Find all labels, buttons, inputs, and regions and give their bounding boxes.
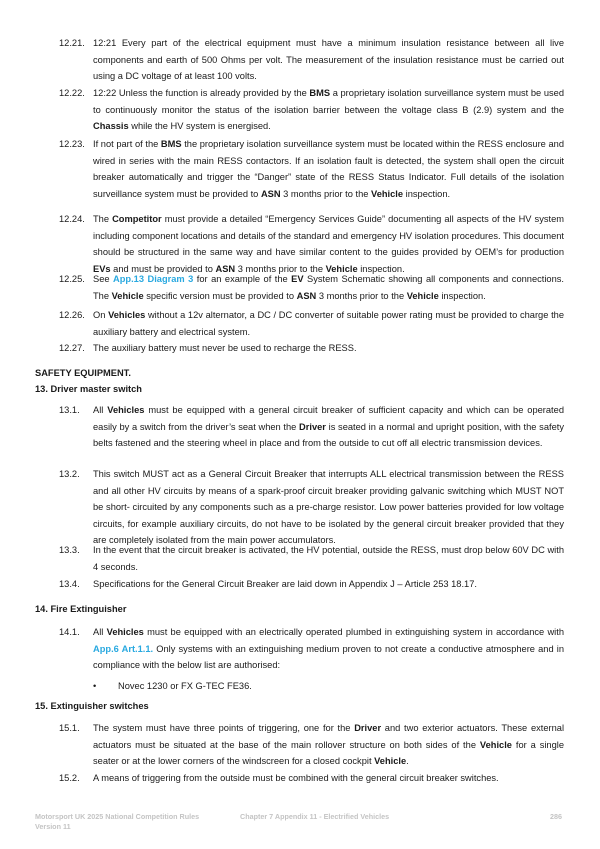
clause-12-24 <box>59 211 564 277</box>
clause-number: 12.27. <box>59 343 85 353</box>
clause-13-4 <box>59 576 564 593</box>
clause-12-23 <box>59 136 564 202</box>
clause-number: 12.21. <box>59 38 85 48</box>
clause-text: On Vehicles without a 12v alternator, a DC / DC converter of suitable power rating must be provided to charge the auxiliary battery and electrical system. <box>93 310 564 337</box>
clause-12-21 <box>59 35 564 85</box>
section-heading: SAFETY EQUIPMENT. <box>35 368 131 378</box>
clause-number: 13.1. <box>59 405 80 415</box>
page-number: 286 <box>550 812 562 821</box>
clause-text: Specifications for the General Circuit Breaker are laid down in Appendix J – Article 253 18.17. <box>93 579 477 589</box>
clause-text: All Vehicles must be equipped with an electrically operated plumbed in extinguishing system in accordance with App.6 Art.1.1. Only systems with an extinguishing medium proven to not create a conductive atmosphere and in compliance with the below list are authorised: <box>93 627 564 670</box>
clause-text: 12:22 Unless the function is already provided by the BMS a proprietary isolation surveillance system must be used to continuously monitor the status of the isolation barrier between the voltage class B (2.9) system and the Chassis while the HV system is energised. <box>93 88 565 131</box>
clause-number: 14.1. <box>59 627 80 637</box>
clause-text: The Competitor must provide a detailed “Emergency Services Guide” documenting all aspects of the HV system including component locations and details of the standard and emergency HV isolation procedures. This document should be structured in the same way and have similar content to the guides provided by OEM’s for production EVs and must be provided to ASN 3 months prior to the Vehicle inspection. <box>93 214 564 274</box>
bullet-glyph: • <box>93 681 97 691</box>
bullet-item <box>93 678 252 695</box>
clause-12-27 <box>59 340 564 357</box>
clause-13-1 <box>59 402 564 452</box>
clause-text: The system must have three points of triggering, one for the Driver and two exterior actuators. These external actuators must be situated at the base of the main rollover structure on both sides of the Vehicle for a single seater or at the lower corners of the windscreen for a closed cockpit Vehicle. <box>93 723 565 766</box>
clause-12-26 <box>59 307 564 340</box>
clause-12-22 <box>59 85 564 135</box>
clause-number: 12.23. <box>59 139 85 149</box>
clause-number: 13.2. <box>59 469 80 479</box>
clause-text: All Vehicles must be equipped with a general circuit breaker of sufficient capacity and which can be operated easily by a switch from the driver’s seat when the Driver is seated in a normal and upright position, with the safety belts fastened and the steering wheel in place and from the outside to cut off all electric transmission devices. <box>93 405 564 448</box>
clause-number: 12.24. <box>59 214 85 224</box>
heading-15: 15. Extinguisher switches <box>35 701 149 711</box>
clause-text: The auxiliary battery must never be used to recharge the RESS. <box>93 343 357 353</box>
clause-14-1 <box>59 624 564 674</box>
clause-15-1 <box>59 720 564 770</box>
footer-rulebook <box>35 812 199 832</box>
clause-number: 12.22. <box>59 88 85 98</box>
footer-title: Motorsport UK 2025 National Competition Rules <box>35 812 200 821</box>
clause-number: 13.4. <box>59 579 80 589</box>
clause-13-3 <box>59 542 564 575</box>
clause-text: A means of triggering from the outside must be combined with the general circuit breaker switches. <box>93 773 499 783</box>
heading-14: 14. Fire Extinguisher <box>35 604 127 614</box>
clause-12-25 <box>59 271 564 304</box>
clause-number: 12.25. <box>59 274 85 284</box>
clause-text: See App.13 Diagram 3 for an example of the EV System Schematic showing all components and connections. The Vehicle specific version must be provided to ASN 3 months prior to the Vehicle inspection. <box>93 274 565 301</box>
footer-version: Version 11 <box>35 822 71 831</box>
clause-number: 15.1. <box>59 723 80 733</box>
bullet-text: Novec 1230 or FX G-TEC FE36. <box>118 681 252 691</box>
clause-text: If not part of the BMS the proprietary isolation surveillance system must be located within the RESS enclosure and wired in series with the main RESS contactors. If an isolation fault is detected, the system shall open the circuit breaker automatically and trigger the “Danger” state of the RESS Status Indicator. Full details of the isolation surveillance system must be provided to ASN 3 months prior to the Vehicle inspection. <box>93 139 564 199</box>
footer-chapter: Chapter 7 Appendix 11 - Electrified Vehicles <box>240 812 390 821</box>
clause-number: 15.2. <box>59 773 80 783</box>
clause-text: In the event that the circuit breaker is activated, the HV potential, outside the RESS, must drop below 60V DC with 4 seconds. <box>93 545 564 572</box>
clause-text: This switch MUST act as a General Circuit Breaker that interrupts ALL electrical transmission between the RESS and all other HV circuits by means of a spark-proof circuit breaker providing galvanic switching which MUST NOT be short- circuited by any components such as a pre-charge resistor. Low power batteries provided for low voltage circuits, for example auxiliary circuits, do not have to be isolated by the general circuit breaker provided that they are completely isolated from the main power accumulators. <box>93 469 564 545</box>
clause-13-2 <box>59 466 564 549</box>
clause-number: 12.26. <box>59 310 85 320</box>
clause-number: 13.3. <box>59 545 80 555</box>
clause-15-2 <box>59 770 564 787</box>
heading-13: 13. Driver master switch <box>35 384 142 394</box>
clause-text: 12:21 Every part of the electrical equipment must have a minimum insulation resistance between all live components and earth of 500 Ohms per volt. The measurement of the insulation resistance must be carried out using a DC voltage of at least 100 volts. <box>93 38 564 81</box>
